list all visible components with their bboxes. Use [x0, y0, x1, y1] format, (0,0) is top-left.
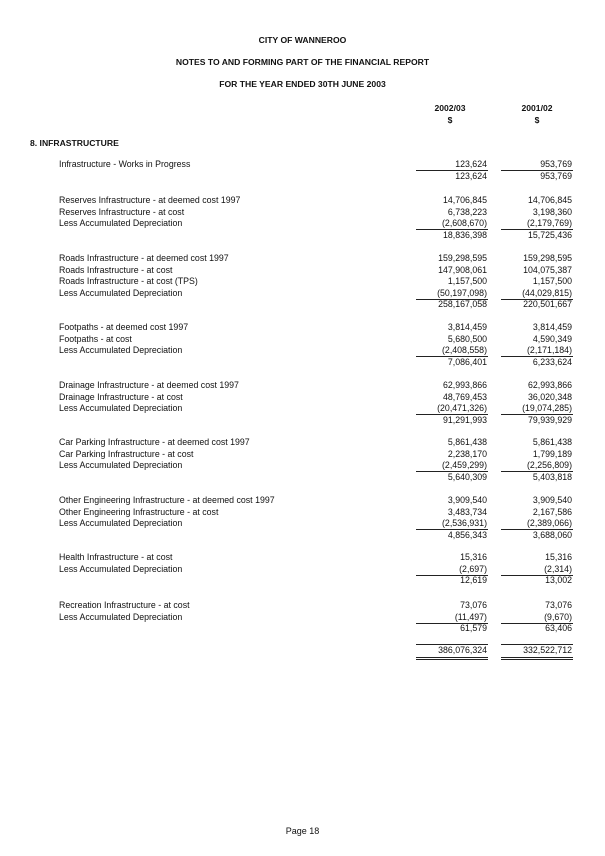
value-2002-03: 3,814,459: [447, 322, 487, 332]
column-year: 2001/02: [521, 103, 553, 113]
row-label: Less Accumulated Depreciation: [59, 287, 183, 298]
value-2002-03: 159,298,595: [438, 253, 487, 263]
row-label: Other Engineering Infrastructure - at cost: [59, 506, 219, 517]
value-2002-03: 62,993,866: [442, 380, 487, 390]
subtotal-2001-02: 3,688,060: [532, 529, 572, 540]
value-2002-03: (20,471,326): [437, 403, 487, 413]
column-year: 2002/03: [434, 103, 466, 113]
row-label: Reserves Infrastructure - at cost: [59, 206, 185, 217]
subtotal-2001-02: 13,002: [545, 575, 572, 585]
value-2001-02: 953,769: [540, 159, 572, 169]
value-2002-03: 14,706,845: [442, 195, 487, 205]
value-2001-02: 3,909,540: [532, 495, 572, 505]
subtotal-2002-03: 61,579: [460, 623, 487, 633]
page-number: Page 18: [285, 826, 320, 836]
value-2001-02: 104,075,387: [523, 264, 572, 275]
value-2001-02: (19,074,285): [522, 403, 572, 413]
value-2002-03: 1,157,500: [447, 276, 487, 286]
subtotal-2001-02: 15,725,436: [527, 229, 572, 240]
row-label: Less Accumulated Depreciation: [59, 403, 183, 413]
report-period: FOR THE YEAR ENDED 30TH JUNE 2003: [219, 79, 386, 89]
row-label: Other Engineering Infrastructure - at deemed cost 1997: [59, 495, 275, 505]
row-label: Recreation Infrastructure - at cost: [59, 600, 190, 610]
value-2001-02: (9,670): [544, 611, 572, 622]
grand-total-double-rule: [501, 657, 573, 658]
row-label: Roads Infrastructure - at cost (TPS): [59, 276, 198, 286]
value-2002-03: 6,738,223: [447, 206, 487, 217]
row-label: Less Accumulated Depreciation: [59, 345, 183, 355]
value-2001-02: 1,157,500: [532, 276, 572, 286]
value-2001-02: (2,179,769): [527, 218, 572, 228]
value-2002-03: 3,909,540: [447, 495, 487, 505]
row-label: Roads Infrastructure - at deemed cost 1997: [59, 253, 229, 263]
grand-total-2002-03: 386,076,324: [438, 645, 487, 655]
row-label: Car Parking Infrastructure - at cost: [59, 448, 194, 459]
value-2001-02: 3,198,360: [532, 206, 572, 217]
column-header-2002-03: [420, 102, 480, 126]
row-label: Less Accumulated Depreciation: [59, 518, 183, 528]
value-2001-02: (2,389,066): [527, 518, 572, 528]
value-2001-02: (2,171,184): [527, 345, 572, 355]
value-2002-03: (2,697): [459, 563, 487, 574]
row-label: Less Accumulated Depreciation: [59, 218, 183, 228]
grand-total-double-rule: [501, 659, 573, 660]
row-label: Reserves Infrastructure - at deemed cost 1997: [59, 195, 241, 205]
value-2001-02: 73,076: [545, 600, 572, 610]
value-2001-02: 1,799,189: [532, 448, 572, 459]
value-2002-03: (2,608,670): [442, 218, 487, 228]
value-2001-02: 14,706,845: [527, 195, 572, 205]
value-2001-02: 4,590,349: [532, 333, 572, 344]
value-2002-03: 5,861,438: [447, 437, 487, 447]
value-2001-02: 15,316: [545, 552, 572, 562]
row-label: Roads Infrastructure - at cost: [59, 264, 173, 275]
subtotal-2001-02: 6,233,624: [532, 356, 572, 367]
column-header-2001-02: [507, 102, 567, 126]
subtotal-2002-03: 4,856,343: [447, 529, 487, 540]
row-label: Health Infrastructure - at cost: [59, 552, 173, 562]
row-label: Less Accumulated Depreciation: [59, 611, 183, 622]
row-label: Drainage Infrastructure - at cost: [59, 391, 183, 402]
value-2002-03: (11,497): [454, 611, 487, 622]
report-title: NOTES TO AND FORMING PART OF THE FINANCIAL REPORT: [175, 57, 430, 67]
subtotal-2002-03: 91,291,993: [442, 414, 487, 425]
subtotal-2002-03: 18,836,398: [442, 229, 487, 240]
subtotal-2001-02: 79,939,929: [527, 414, 572, 425]
row-label: Footpaths - at deemed cost 1997: [59, 322, 189, 332]
value-2002-03: (50,197,098): [437, 287, 487, 298]
value-2002-03: (2,408,558): [442, 345, 487, 355]
subtotal-2001-02: 5,403,818: [532, 471, 572, 482]
value-2001-02: (2,314): [544, 563, 572, 574]
grand-total-double-rule: [416, 659, 488, 660]
row-label: Car Parking Infrastructure - at deemed cost 1997: [59, 437, 250, 447]
value-2002-03: (2,459,299): [442, 460, 487, 470]
column-unit: $: [447, 115, 453, 125]
org-name: CITY OF WANNEROO: [258, 35, 347, 45]
value-2002-03: 5,680,500: [447, 333, 487, 344]
value-2002-03: 3,483,734: [447, 506, 487, 517]
value-2002-03: 147,908,061: [438, 264, 487, 275]
grand-total-double-rule: [416, 657, 488, 658]
section-title: 8. INFRASTRUCTURE: [30, 138, 119, 148]
value-2001-02: 62,993,866: [527, 380, 572, 390]
value-2002-03: (2,536,931): [442, 518, 487, 528]
grand-total-2001-02: 332,522,712: [523, 645, 572, 655]
value-2002-03: 48,769,453: [442, 391, 487, 402]
value-2002-03: 123,624: [455, 159, 487, 169]
row-label: Drainage Infrastructure - at deemed cost 1997: [59, 380, 239, 390]
subtotal-2002-03: 123,624: [455, 170, 487, 181]
row-label: Less Accumulated Depreciation: [59, 563, 183, 574]
value-2001-02: 3,814,459: [532, 322, 572, 332]
row-label: Less Accumulated Depreciation: [59, 460, 183, 470]
subtotal-2002-03: 258,167,058: [438, 299, 487, 309]
subtotal-2002-03: 12,619: [460, 575, 487, 585]
row-label: Infrastructure - Works in Progress: [59, 159, 191, 169]
value-2002-03: 2,238,170: [447, 448, 487, 459]
subtotal-2002-03: 5,640,309: [447, 471, 487, 482]
value-2001-02: (2,256,809): [527, 460, 572, 470]
value-2002-03: 15,316: [460, 552, 487, 562]
value-2001-02: 2,167,586: [532, 506, 572, 517]
value-2001-02: 36,020,348: [527, 391, 572, 402]
value-2001-02: (44,029,815): [522, 287, 572, 298]
subtotal-2001-02: 953,769: [540, 170, 572, 181]
subtotal-2002-03: 7,086,401: [447, 356, 487, 367]
value-2001-02: 5,861,438: [532, 437, 572, 447]
value-2002-03: 73,076: [460, 600, 487, 610]
subtotal-2001-02: 220,501,667: [523, 299, 572, 309]
row-label: Footpaths - at cost: [59, 333, 132, 344]
value-2001-02: 159,298,595: [523, 253, 572, 263]
subtotal-2001-02: 63,406: [545, 623, 572, 633]
column-unit: $: [534, 115, 540, 125]
